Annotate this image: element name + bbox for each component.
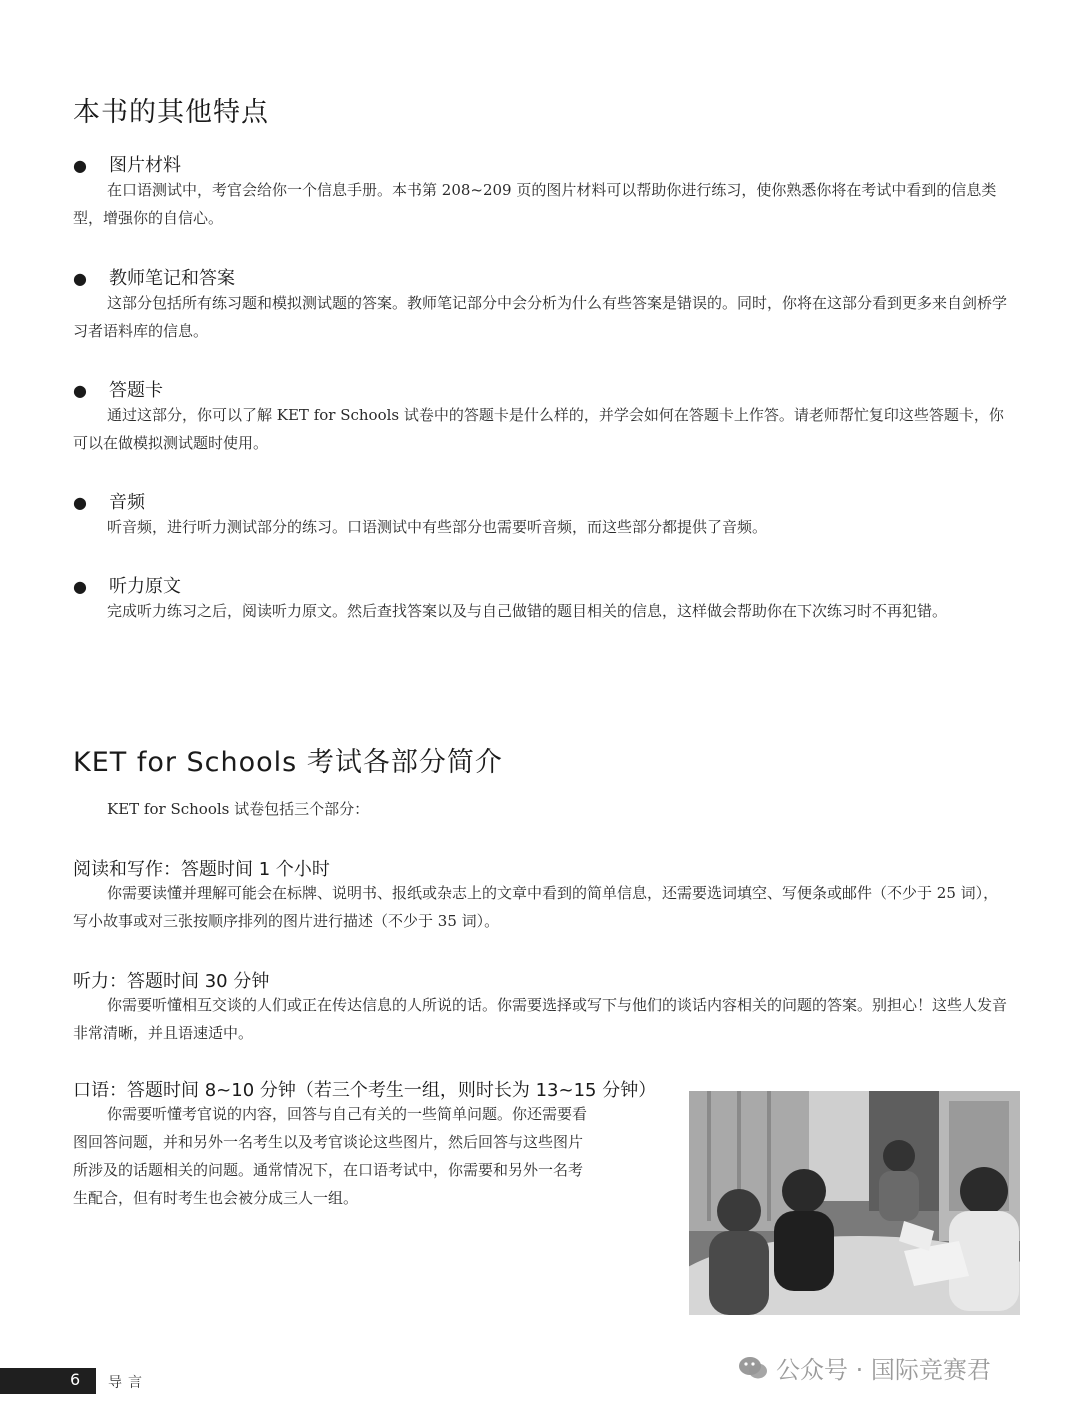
footer-section-label: 导言 <box>108 1375 148 1391</box>
part-title-speaking: 口语：答题时间 8~10 分钟（若三个考生一组，则时长为 13~15 分钟） <box>73 1080 657 1101</box>
part-text-listening: 你需要听懂相互交谈的人们或正在传达信息的人所说的话。你需要选择或写下与他们的谈话内容相关的问题的答案。别担心！这些人发音非常清晰，并且语速适中。 <box>73 996 1008 1042</box>
students-photo <box>689 1091 1020 1315</box>
section-title-exam-overview: KET for Schools 考试各部分简介 <box>73 747 503 778</box>
part-title-listening: 听力：答题时间 30 分钟 <box>73 971 270 992</box>
bullet-icon: ● <box>73 269 87 288</box>
feature-title-answer-sheets: ● 答题卡 <box>73 380 163 401</box>
feature-title-transcripts: ● 听力原文 <box>73 576 181 597</box>
part-text-reading-writing: 你需要读懂并理解可能会在标牌、说明书、报纸或杂志上的文章中看到的简单信息，还需要选词填空、写便条或邮件（不少于 25 词），写小故事或对三张按顺序排列的图片进行描述（不少于 35 词）。 <box>73 884 999 930</box>
feature-title-pictures: ● 图片材料 <box>73 155 181 176</box>
part-text-speaking: 你需要听懂考官说的内容，回答与自己有关的一些简单问题。你还需要看图回答问题，并和另外一名考生以及考官谈论这些图片，然后回答与这些图片所涉及的话题相关的问题。通常情况下，在口语考试中，你需要和另外一名考生配合，但有时考生也会被分成三人一组。 <box>73 1105 588 1207</box>
feature-text-pictures: 在口语测试中，考官会给你一个信息手册。本书第 208~209 页的图片材料可以帮助你进行练习，使你熟悉你将在考试中看到的信息类型，增强你的自信心。 <box>73 181 997 227</box>
wechat-icon <box>738 1355 768 1381</box>
bullet-icon: ● <box>73 577 87 596</box>
section-title-features: 本书的其他特点 <box>73 97 269 128</box>
page-number: 6 <box>70 1370 81 1389</box>
exam-intro: KET for Schools 试卷包括三个部分： <box>107 800 370 818</box>
feature-text-audio: 听音频，进行听力测试部分的练习。口语测试中有些部分也需要听音频，而这些部分都提供了音频。 <box>107 518 768 536</box>
watermark-text: 公众号 · 国际竞赛君 <box>776 1356 991 1384</box>
bullet-icon: ● <box>73 493 87 512</box>
footer-bar <box>0 1368 96 1394</box>
bullet-icon: ● <box>73 156 87 175</box>
feature-text-teacher-notes: 这部分包括所有练习题和模拟测试题的答案。教师笔记部分中会分析为什么有些答案是错误的。同时，你将在这部分看到更多来自剑桥学习者语料库的信息。 <box>73 294 1008 340</box>
students-photo-illustration <box>689 1091 1020 1315</box>
feature-text-answer-sheets: 通过这部分，你可以了解 KET for Schools 试卷中的答题卡是什么样的，并学会如何在答题卡上作答。请老师帮忙复印这些答题卡，你可以在做模拟测试题时使用。 <box>73 406 1004 452</box>
watermark <box>738 1350 991 1385</box>
bullet-icon: ● <box>73 381 87 400</box>
feature-title-teacher-notes: ● 教师笔记和答案 <box>73 268 235 289</box>
feature-text-transcripts: 完成听力练习之后，阅读听力原文。然后查找答案以及与自己做错的题目相关的信息，这样做会帮助你在下次练习时不再犯错。 <box>107 602 948 620</box>
feature-title-audio: ● 音频 <box>73 492 145 513</box>
part-title-reading-writing: 阅读和写作：答题时间 1 个小时 <box>73 859 330 880</box>
